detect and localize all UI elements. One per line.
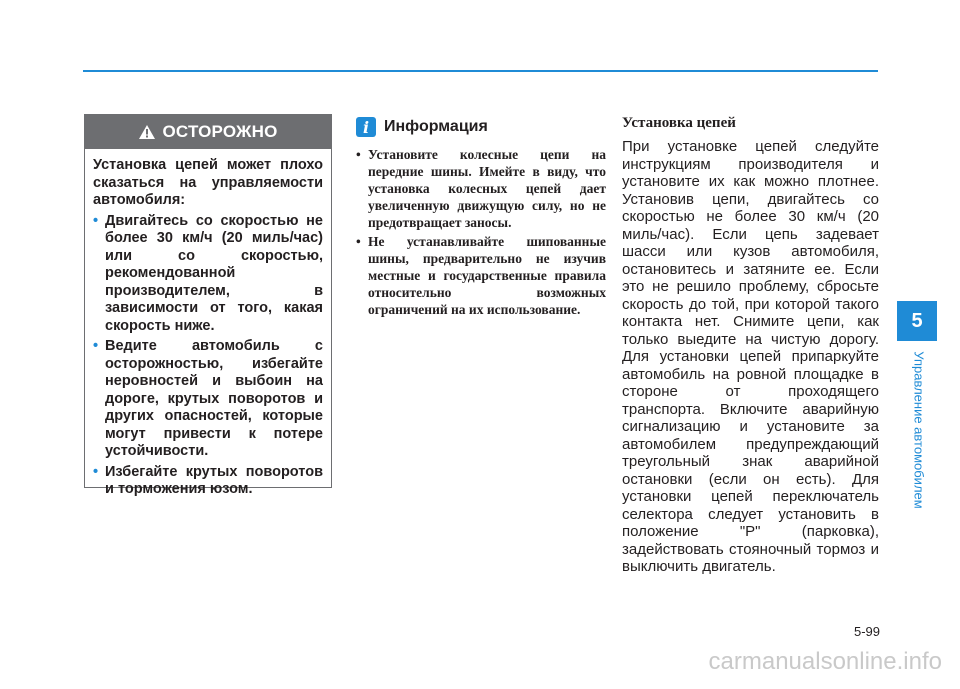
information-title: Информация (384, 118, 488, 135)
watermark: carmanualsonline.info (708, 648, 942, 675)
information-list (356, 146, 606, 318)
caution-title: ОСТОРОЖНО (162, 122, 278, 141)
caution-box (84, 114, 332, 497)
chains-section (622, 114, 879, 576)
bullet-icon: • (356, 234, 361, 249)
page-number: 5-99 (853, 624, 880, 639)
bullet-icon: • (93, 463, 99, 480)
info-icon: i (356, 117, 376, 137)
caution-body (85, 149, 331, 499)
chains-text: При установке цепей следуйте инструкциям производителя и установите их как можно плотнее. Установив цепи, двигайтесь со скоростью не более 30 км/ч (20 миль/час). Если цепь задевает шасси или кузов автомобиля, остановитесь и затяните ее. Если это не решило проблему, сбросьте скорость до той, при которой такого контакта нет. Снимите цепи, как только выедите на чистую дорогу. Для установки цепей припаркуйте автомобиль на ровной площадке в стороне от проходящего транспорта. Включите аварийную сигнализацию и установите за автомобилем предупреждающий треугольный знак аварийной остановки (если он есть). Для установки цепей переключатель селектора следует установить в положение "P" (парковка), задействовать стояночный тормоз и выключить двигатель. (622, 138, 879, 575)
chapter-label: Управление автомобилем (911, 351, 927, 509)
bullet-icon: • (93, 338, 99, 354)
top-rule (83, 70, 878, 72)
warning-triangle-icon (138, 124, 156, 140)
caution-item: • Ведите автомобиль с осторожностью, избегайте неровностей и выбоин на дороге, крутых поворотов и других опасностей, которые могут привести к потере устойчивости. (93, 338, 323, 459)
chapter-tab[interactable]: 5 (897, 301, 937, 341)
information-section (356, 114, 606, 320)
caution-header (85, 115, 331, 149)
caution-item: • Двигайтесь со скоростью не более 30 км/ч (20 миль/час) или со скоростью, рекомендованной производителем, в зависимости от того, какая скорость ниже. (93, 212, 323, 334)
information-item: • Установите колесные цепи на передние шины. Имейте в виду, что установка колесных цепей дает увеличенную движущую силу, но не предотвращает заносы. (356, 147, 606, 230)
bullet-icon: • (93, 212, 99, 229)
information-header (356, 114, 606, 140)
information-item: • Не устанавливайте шипованные шины, предварительно не изучив местные и государственные правила относительно возможных ограничений на их использование. (356, 234, 606, 317)
caution-list (93, 213, 323, 499)
chains-heading: Установка цепей (622, 115, 736, 131)
caution-intro: Установка цепей может плохо сказаться на управляемости автомобиля: (93, 157, 323, 208)
caution-item: • Избегайте крутых поворотов и торможения юзом. (93, 463, 323, 497)
bullet-icon: • (356, 147, 361, 162)
